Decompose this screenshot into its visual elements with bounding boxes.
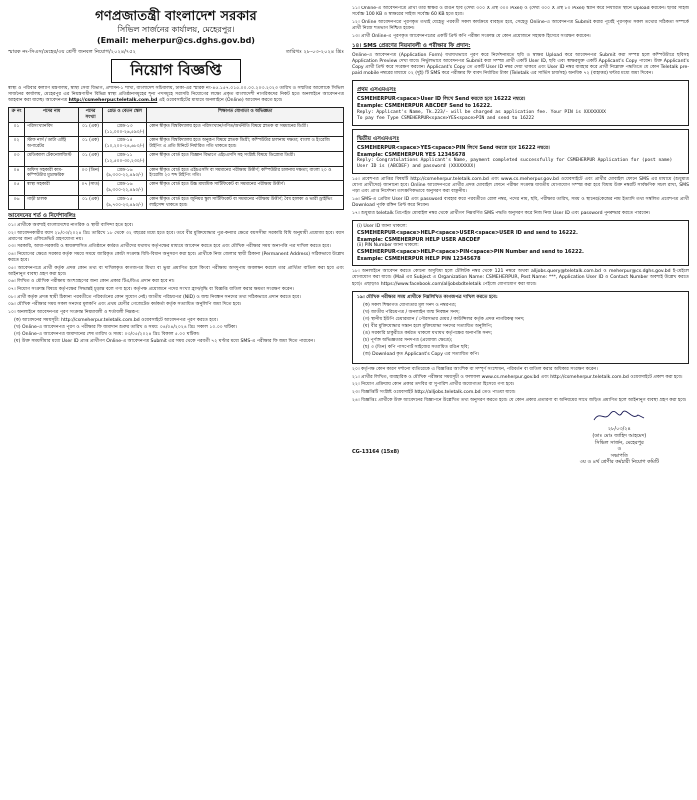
list-item: (ঙ) সরকারি চাকুরীতে কর্মরত থাকলে যথাযথ কর্তৃপক্ষের অনাপত্তি সনদ; xyxy=(363,330,493,336)
signer-role: সভাপতি xyxy=(610,452,628,459)
list-item: ০২। আবেদনকারীর বয়স ২৮/০৩/২০২৪ খ্রিঃ তারিখে ১৮ থেকে ৩২ বছরের মধ্যে হতে হবে। তবে বীর মুক্তিযোদ্ধার পুত্র-কন্যার ক্ষেত্রে বয়সসীমা সরকারি বিধি অনুযায়ী প্রযোজ্য হবে। বয়স প্রমাণের জন্য এফিডেভিট গ্রহণযোগ্য নয়। xyxy=(8,230,344,242)
row-count: ০৭ (সাত) xyxy=(79,181,103,196)
row-qualification: কোন স্বীকৃত বোর্ড হতে উচ্চ মাধ্যমিক সার্টিফিকেট বা সমমানের পরীক্ষায় উত্তীর্ণ। xyxy=(147,181,344,196)
row-serial: ০৩ xyxy=(9,151,25,166)
list-item: ১৩। প্রার্থী Online-এ পূরণকৃত আবেদনপত্রের একটি প্রিন্ট কপি পরীক্ষা সংক্রান্ত যে কোন প্রয়োজনে সহায়ক হিসেবে সংরক্ষণ করবেন। xyxy=(352,34,591,40)
row-count: ০১ (এক) xyxy=(79,195,103,210)
list-item: (জ) Download কৃত Applicant's Copy এর সত্যায়িত কপি। xyxy=(363,352,480,358)
list-item: ১৭। শুধুমাত্র teletalk প্রিপেইড মোবাইল নম্বর থেকে প্রার্থীগণ নিম্নবর্ণিত SMS পদ্ধতি অনুসরণ করে নিজ নিজ User ID এবং password পুনরুদ্ধার করতে পারবেন। xyxy=(352,210,651,216)
application-steps xyxy=(14,318,344,345)
government-title: গণপ্রজাতন্ত্রী বাংলাদেশ সরকার xyxy=(95,9,257,24)
conditions-list xyxy=(8,223,344,316)
notice-header xyxy=(8,6,344,83)
recovery-label-user: (i) User ID জানা থাকলে: xyxy=(357,223,407,229)
row-scale: গ্রেড-১৪ (১০,২০০-২৪,৬৮০/-) xyxy=(103,137,147,152)
memo-number: স্মারক নং-সিএস/মেহের/৩য় শ্রেণী জনবল নিয়োগ/২০২৪/৭৫২ xyxy=(8,49,137,56)
memo-date: তারিখঃ ২৮-০৩-২০২৪ খ্রিঃ xyxy=(285,49,344,56)
row-qualification: কোন স্বীকৃত বোর্ড হতে এইচএসসি বা সমমানের পরীক্ষায় উত্তীর্ণ; কম্পিউটার চালনায় দক্ষতা; বাংলা ২০ ও ইংরেজি ২০ শব্দ টাইপিং গতি। xyxy=(147,166,344,181)
notice-title-wrap xyxy=(8,59,344,83)
first-sms-box xyxy=(352,80,689,126)
signer-name: (ডাঃ মোঃ জাহিদ আহমেদ) xyxy=(592,433,647,439)
row-count: ০১ (এক) xyxy=(79,122,103,137)
list-item: (ঘ) বীর মুক্তিযোদ্ধার সন্তান হলে মুক্তিযোদ্ধা সনদের সত্যায়িত অনুলিপি; xyxy=(363,323,493,329)
list-item: (ক) সকল শিক্ষাগত যোগ্যতার মূল সনদ ও নম্বরপত্র; xyxy=(363,302,457,308)
second-sms-reply: Reply: Congratulations Applicant's Name, payment completed successfully for CSMEHERPUR Application for (post name) User ID is (ABCDEF) and password (XXXXXXXX) xyxy=(357,158,673,170)
list-item: (গ) স্থানীয় ইউপি চেয়ারম্যান / পৌরসভার মেয়র / কাউন্সিলর কর্তৃক প্রদত্ত নাগরিকত্ব সনদ; xyxy=(363,316,525,322)
list-item: (খ) Online-এ আবেদনপত্র পূরণ ও পরীক্ষার ফি জমাদান শুরুর তারিখ ও সময়: ০৪/০৪/২০২৪ খ্রিঃ সকাল ১০.০০ ঘটিকা। xyxy=(14,325,238,331)
signature-scrawl xyxy=(592,408,646,424)
contact-info: ১৮। অনলাইনে আবেদন করতে কোনো অসুবিধা হলে টেলিটক নম্বর থেকে 121 নম্বরে অথবা alljobs.query@teletalk.com.bd ও meherpur@cs.dghs.gov.bd ই-মেইলে যোগাযোগ করা যাবে। (Mail এর Subject এ Organization Name: CSMEHERPUR, Post Name: ***, Application User ID ও Contact Number অবশ্যই উল্লেখ করতে হবে)। এছাড়াও https://www.facebook.com/alljobsbdteletalk পেইজে যোগাযোগ করা যাবে। xyxy=(352,269,689,287)
table-row xyxy=(9,122,344,137)
viva-docs-box xyxy=(352,291,689,365)
recovery-command-user: CSMEHERPUR<space>HELP<space>USER<space>USER ID and send to 16222. xyxy=(357,229,578,236)
list-item: ০৮। প্রার্থী কর্তৃক প্রদত্ত স্থায়ী ঠিকানা পরবর্তীতে পরিবর্তনের কোন সুযোগ নেই। জাতীয় পরিচয়পত্র (NID) ও জন্ম নিবন্ধন সনদের তথ্য সঠিকভাবে প্রদান করতে হবে। xyxy=(8,294,301,300)
second-sms-command: CSMEHERPUR<space>YES<space>PIN লিখে Send করতে হবে 16222 নম্বরে। xyxy=(357,145,550,151)
intro-text: স্বাস্থ্য ও পরিবার কল্যাণ মন্ত্রণালয়, স্বাস্থ্য সেবা বিভাগ, প্রশাসন-১ শাখা, বাংলাদেশ সচিবালয়, ঢাকা-এর স্মারক নং-৪৫.১৫৭.০১৫.০০.০০.২০৩.২০২৩ তারিখ ও সম্মতির আলোকে সিভিল সার্জনের কার্যালয়, মেহেরপুর এর নিয়ন্ত্রণাধীন বিভিন্ন স্বাস্থ্য প্রতিষ্ঠানসমূহের শূন্য পদসমূহে সরাসরি নিয়োগের লক্ষ্যে প্রকৃত বাংলাদেশী নাগরিকদের নিকট হতে অনলাইনে আবেদনপত্র আহবান করা যাচ্ছে। আবেদনপত্র xyxy=(8,85,344,104)
row-post: পরিসংখ্যানবিদ xyxy=(25,122,79,137)
row-post: স্টাফ নার্স / ডাটা এন্ট্রি অপারেটর xyxy=(25,137,79,152)
viva-docs-heading: ১৯। মৌখিক পরীক্ষার সময় প্রার্থীকে নিম্নলিখিত কাগজপত্র দাখিল করতে হবে: xyxy=(357,294,498,300)
signature-date: ২৮/০৩/২৪ xyxy=(607,426,631,433)
signer-title-and: ও xyxy=(617,446,622,453)
list-item: ০৪। নিয়োগের ক্ষেত্রে সরকার কর্তৃক সময়ে সময়ে জারিকৃত কোটা সংক্রান্ত বিধি-বিধান অনুসরণ করা হবে। প্রার্থীকে নিজ জেলার স্থায়ী ঠিকানা (Permanent Address) সঠিকভাবে উল্লেখ করতে হবে। xyxy=(8,251,344,263)
first-sms-command: CSMEHERPUR<space>User ID লিখে Send করতে হবে 16222 নম্বরে। xyxy=(357,96,526,103)
first-sms-fee-line: To pay fee Type CSMEHERPUR<space>YES<space>PIN and send to 16222 xyxy=(357,115,535,121)
table-row xyxy=(9,166,344,181)
list-item: (গ) Online-এ আবেদনপত্র জমাদানের শেষ তারিখ ও সময়: ০৩/০৫/২০২৪ খ্রিঃ বিকাল ৫.০০ ঘটিকা। xyxy=(14,332,200,338)
list-item: ০১। প্রার্থীকে অবশ্যই বাংলাদেশের নাগরিক ও স্থায়ী বাসিন্দা হতে হবে। xyxy=(8,222,134,228)
row-scale: গ্রেড-১৬ (৯,৩০০-২২,৪৯০/-) xyxy=(103,181,147,196)
row-scale: গ্রেড-১৫ (৯,৭০০-২৩,৪৯০/-) xyxy=(103,195,147,210)
col-post: পদের নাম xyxy=(25,108,79,123)
row-scale: গ্রেড-১১ (১২,৫০০-৩০,২৩০/-) xyxy=(103,151,147,166)
list-item: ২১। প্রার্থীর লিখিত, ব্যবহারিক ও মৌখিক পরীক্ষার সময়সূচী ও ফলাফল www.cs.meherpur.gov.bd এবং http://csmeherpur.teletalk.com.bd ওয়েবসাইটে প্রকাশ করা হবে। xyxy=(352,374,683,380)
list-item: ১৫। প্রবেশপত্র প্রাপ্তির বিষয়টি http://csmeherpur.teletalk.com.bd এবং www.cs.meherpur.gov.bd ওয়েবসাইটে এবং প্রার্থীর মোবাইল ফোনে SMS এর মাধ্যমে (শুধুমাত্র যোগ্য প্রার্থীদের) জানানো হবে। Online আবেদনপত্রে প্রার্থীর প্রদত্ত মোবাইল ফোনে পরীক্ষা সংক্রান্ত যাবতীয় যোগাযোগ সম্পন্ন করা হবে বিধায় উক্ত নম্বরটি সার্বক্ষণিক সচল রাখা, SMS পড়া এবং প্রাপ্ত নির্দেশনা তাৎক্ষণিকভাবে অনুসরণ করা বাঞ্ছনীয়। xyxy=(352,177,689,195)
row-scale: গ্রেড-১৩ (১১,০০০-২৬,৫৯০/-) xyxy=(103,122,147,137)
col-serial: ক্র নং xyxy=(9,108,25,123)
office-email: (Email: meherpur@cs.dghs.gov.bd) xyxy=(97,35,255,45)
second-sms-box xyxy=(352,129,689,175)
signer-committee: ৩য় ও ৪র্থ শ্রেণীর কর্মচারী নিয়োগ কমিটি xyxy=(579,459,659,466)
recovery-command-pin: CSMEHERPUR<space>HELP<space>PIN<space>PIN Number and send to 16222. xyxy=(357,249,584,256)
list-item: ০৫। আবেদনপত্রে প্রার্থী কর্তৃক প্রদত্ত কোন তথ্য বা দাখিলকৃত কাগজপত্র মিথ্যা বা ভুয়া প্রমাণিত হলে কিংবা পরীক্ষায় অসদুপায় অবলম্বন করলে তার প্রার্থিতা বাতিল করা হবে এবং আইনানুগ ব্যবস্থা গ্রহণ করা হবে। xyxy=(8,265,344,277)
row-qualification: কোন স্বীকৃত বিশ্ববিদ্যালয় হতে অনুরূপ বিষয়ে স্নাতক ডিগ্রী; কম্পিউটার চালনায় দক্ষতা; বাংলা ও ইংরেজি টাইপিং এ প্রতি মিনিটে নির্ধারিত গতি থাকতে হবে। xyxy=(147,137,344,152)
row-post: গাড়ী চালক xyxy=(25,195,79,210)
signer-title: সিভিল সার্জন, মেহেরপুর xyxy=(594,439,644,446)
sms-intro: Online-এ আবেদনপত্র (Application Form) যথাযথভাবে পূরণ করে নির্দেশনামতে ছবি ও স্বাক্ষর Upload করে আবেদনপত্র Submit করা সম্পন্ন হলে কম্পিউটারে ছবিসহ Application Preview দেখা যাবে। নির্ভুলভাবে আবেদনপত্র Submit করা সম্পন্ন প্রার্থী একটি User ID, ছবি এবং স্বাক্ষরযুক্ত একটি Applicant's Copy পাবেন। উক্ত Applicant's Copy প্রার্থী প্রিন্ট করে সংরক্ষণ করবেন। Applicant's Copy তে একটি User ID নম্বর দেয়া থাকবে এবং User ID নম্বর ব্যবহার করে প্রার্থী নিম্নোক্ত পদ্ধতিতে যে কোন Teletalk pre-paid mobile নম্বরের মাধ্যমে ০২ (দুই) টি SMS করে পরীক্ষার ফি বাবদ নির্ধারিত টাকা (Teletalk এর সার্ভিস চার্জসহ) অনধিক ৭২ (বাহাত্তর) ঘন্টার মধ্যে জমা দিবেন। xyxy=(352,52,689,76)
job-table-header xyxy=(9,108,344,123)
job-table xyxy=(8,107,344,210)
row-count: ০৩ (তিন) xyxy=(79,166,103,181)
list-item: ১০। অনলাইনে আবেদনপত্র পূরণ সংক্রান্ত নিয়মাবলী ও শর্তাবলী নিম্নরূপ: xyxy=(8,309,140,315)
signatory xyxy=(580,408,659,466)
row-serial: ০২ xyxy=(9,137,25,152)
intro-after-url: এই ওয়েবসাইটের মাধ্যমে অনলাইনে (Online) আবেদন করতে হবে। xyxy=(158,98,283,104)
col-qualification: শিক্ষাগত যোগ্যতা ও অভিজ্ঞতা xyxy=(147,108,344,123)
first-sms-label: প্রথম এসএমএসঃ xyxy=(357,86,397,93)
list-item: ১২। Online আবেদনপত্রে পূরণকৃত তথ্যই যেহেতু পরবর্তী সকল কার্যক্রমে ব্যবহৃত হবে, সেহেতু Online-এ আবেদনপত্র Submit করার পূর্বেই পূরণকৃত সকল তথ্যের সঠিকতা সম্পর্কে প্রার্থী নিজে শতভাগ নিশ্চিত হবেন। xyxy=(352,20,689,32)
left-column xyxy=(8,6,344,794)
first-sms-example: Example: CSMEHERPUR ABCDEF Send to 16222. xyxy=(357,102,492,109)
list-item: ০৩। সরকারি, আধা-সরকারি ও স্বায়ত্তশাসিত প্রতিষ্ঠানে কর্মরত প্রার্থীদের যথাযথ কর্তৃপক্ষের মাধ্যমে আবেদন করতে হবে এবং মৌখিক পরীক্ষার সময় অনাপত্তি পত্র দাখিল করতে হবে। xyxy=(8,244,331,250)
recovery-label-pin: (ii) PIN Number জানা থাকলে: xyxy=(357,243,419,249)
list-item: (চ) পূর্ণাঙ্গ অভিজ্ঞতার সনদপত্র (প্রযোজ্য ক্ষেত্রে); xyxy=(363,337,453,343)
recovery-example-pin: Example: CSMEHERPUR HELP PIN 12345678 xyxy=(357,255,481,262)
notice-title: নিয়োগ বিজ্ঞপ্তি xyxy=(111,59,240,83)
list-item: (ছ) ৩ (তিন) কপি পাসপোর্ট সাইজের সত্যায়িত রঙিন ছবি; xyxy=(363,345,470,350)
row-qualification: কোন স্বীকৃত বোর্ড হতে বিজ্ঞান বিভাগে এইচএসসি সহ সংশ্লিষ্ট বিষয়ে ডিপ্লোমা ডিগ্রী। xyxy=(147,151,344,166)
list-item: ২২। নিয়োগ প্রক্রিয়ায় কোন প্রকার তদবির বা সুপারিশ প্রার্থীর অযোগ্যতা হিসেবে গণ্য হবে। xyxy=(352,382,515,388)
first-sms-reply: Reply: Applicant's Name, Tk.223/- will be charged as application fee. Your PIN is XXXXXXXX xyxy=(357,109,606,115)
list-item: ০৯। মৌখিক পরীক্ষার সময় সকল সনদের মূলকপি এবং প্রথম শ্রেণীর গেজেটেড কর্মকর্তা কর্তৃক সত্যায়িত অনুলিপি জমা দিতে হবে। xyxy=(8,302,242,308)
row-scale: গ্রেড-১৬ (৯,৩০০-২২,৪৯০/-) xyxy=(103,166,147,181)
list-item: ১৬। SMS-এ প্রেরিত User ID এবং password ব্যবহার করে পরবর্তীতে রোল নম্বর, পদের নাম, ছবি, পরীক্ষার তারিখ, সময় ও স্থানের/কেন্দ্রের নাম ইত্যাদি তথ্য সম্বলিত প্রবেশপত্র প্রার্থী Download পূর্বক রঙ্গিন প্রিন্ট করে নিবেন। xyxy=(352,197,689,209)
second-sms-example: Example: CSMEHERPUR YES 12345678 xyxy=(357,151,466,158)
table-row xyxy=(9,151,344,166)
warning-note: ২৪। বিজ্ঞপ্তিঃ প্রার্থীকে উক্ত আবেদনের বিজ্ঞাপনে উল্লেখিত তথ্য অনুসরণ করতে হবে। যে কোন প্রকার প্রতারণা বা অনিয়মের সাথে জড়িত প্রমাণিত হলে আইনানুগ ব্যবস্থা গ্রহণ করা হবে। xyxy=(352,397,687,403)
table-row xyxy=(9,181,344,196)
table-row xyxy=(9,137,344,152)
office-name: সিভিল সার্জনের কার্যালয়, মেহেরপুর। xyxy=(117,25,235,35)
list-item: ০৬। লিখিত ও মৌখিক পরীক্ষায় অংশগ্রহণের জন্য কোন প্রকার টিএ/ডিএ প্রদান করা হবে না। xyxy=(8,279,175,285)
list-item: (ক) আবেদনের সময়সূচী: http://csmeherpur.teletalk.com.bd ওয়েবসাইটে আবেদনপত্র পূরণ করতে হবে। xyxy=(14,318,218,323)
table-row xyxy=(9,195,344,210)
memo-row xyxy=(8,49,344,56)
list-item: ২০। কর্তৃপক্ষ কোন কারণ দর্শানো ব্যতিরেকে এ বিজ্ঞপ্তির আংশিক বা সম্পূর্ণ সংশোধন, পরিবর্তন বা বাতিল করার অধিকার সংরক্ষণ করেন। xyxy=(352,367,598,373)
list-item: ২৩। বিজ্ঞপ্তিটি সংশ্লিষ্ট ওয়েবসাইট http://alljobs.teletalk.com.bd তেও পাওয়া যাবে। xyxy=(352,390,516,396)
signature-block xyxy=(352,408,689,464)
recovery-example-user: Example: CSMEHERPUR HELP USER ABCDEF xyxy=(357,236,481,243)
list-item: ১১। Online-এ আবেদনপত্রে প্রার্থী তার স্বাক্ষর ও রঙিন ছবি (দৈর্ঘ্য ৩০০ X প্রস্থ ৩০০ Pixel) ও (দৈর্ঘ্য ৩০০ X প্রস্থ ৮০ Pixel) স্ক্যান করে নির্ধারিত স্থানে Upload করবেন। ছবির সাইজ সর্বোচ্চ 100 KB ও স্বাক্ষরের সাইজ সর্বোচ্চ 60 KB হতে হবে। xyxy=(352,6,689,18)
row-count: ০১ (এক) xyxy=(79,137,103,152)
list-item: (ঘ) উক্ত সময়সীমার মধ্যে User ID প্রাপ্ত প্রার্থীগণ Online-এ আবেদনপত্র Submit এর সময় থেকে পরবর্তী ৭২ ঘণ্টার মধ্যে SMS-এ পরীক্ষার ফি জমা দিতে পারবেন। xyxy=(14,339,315,345)
col-count: পদের সংখ্যা xyxy=(79,108,103,123)
application-url-link[interactable]: http://csmeherpur.teletalk.com.bd xyxy=(68,98,158,104)
recovery-box xyxy=(352,220,689,267)
conditions-heading: আবেদনের শর্ত ও নির্দেশাবলিঃ xyxy=(8,213,76,220)
list-item: (খ) জাতীয় পরিচয়পত্র / অনলাইন জন্ম নিবন্ধন সনদ; xyxy=(363,309,460,315)
intro-paragraph xyxy=(8,86,344,104)
list-item: ০৭। নিয়োগ সংক্রান্ত বিষয়ে কর্তৃপক্ষের সিদ্ধান্তই চূড়ান্ত বলে গণ্য হবে। কর্তৃপক্ষ প্রয়োজনে পদের সংখ্যা হ্রাস/বৃদ্ধি বা বিজ্ঞপ্তি বাতিল করার ক্ষমতা সংরক্ষণ করেন। xyxy=(8,286,294,292)
row-count: ০১ (এক) xyxy=(79,151,103,166)
row-serial: ০৫ xyxy=(9,181,25,196)
row-qualification: কোন স্বীকৃত বোর্ড হতে জুনিয়র স্কুল সার্টিফিকেট বা সমমানের পরীক্ষায় উত্তীর্ণ; বৈধ হালকা ও ভারী ড্রাইভিং লাইসেন্স থাকতে হবে। xyxy=(147,195,344,210)
right-column xyxy=(352,6,689,794)
second-sms-label: দ্বিতীয় এসএমএসঃ xyxy=(357,135,400,142)
viva-docs-list xyxy=(363,303,684,359)
col-scale: গ্রেড ও বেতন স্কেল xyxy=(103,108,147,123)
sms-heading: ১৪। SMS প্রেরণের নিয়মাবলী ও পরীক্ষার ফি প্রদান: xyxy=(352,43,471,50)
row-qualification: কোন স্বীকৃত বিশ্ববিদ্যালয় হতে পরিসংখ্যান/গণিত/অর্থনীতি বিষয়ে স্নাতক বা সমমানের ডিগ্রী। xyxy=(147,122,344,137)
row-post: অফিস সহকারী কাম-কম্পিউটার মুদ্রাক্ষরিক xyxy=(25,166,79,181)
cg-code: CG-13164 (15x8) xyxy=(352,449,400,456)
row-serial: ০৪ xyxy=(9,166,25,181)
row-post: স্বাস্থ্য সহকারী xyxy=(25,181,79,196)
row-serial: ০৬ xyxy=(9,195,25,210)
row-serial: ০১ xyxy=(9,122,25,137)
row-post: মেডিক্যাল টেকনোলজিস্ট xyxy=(25,151,79,166)
